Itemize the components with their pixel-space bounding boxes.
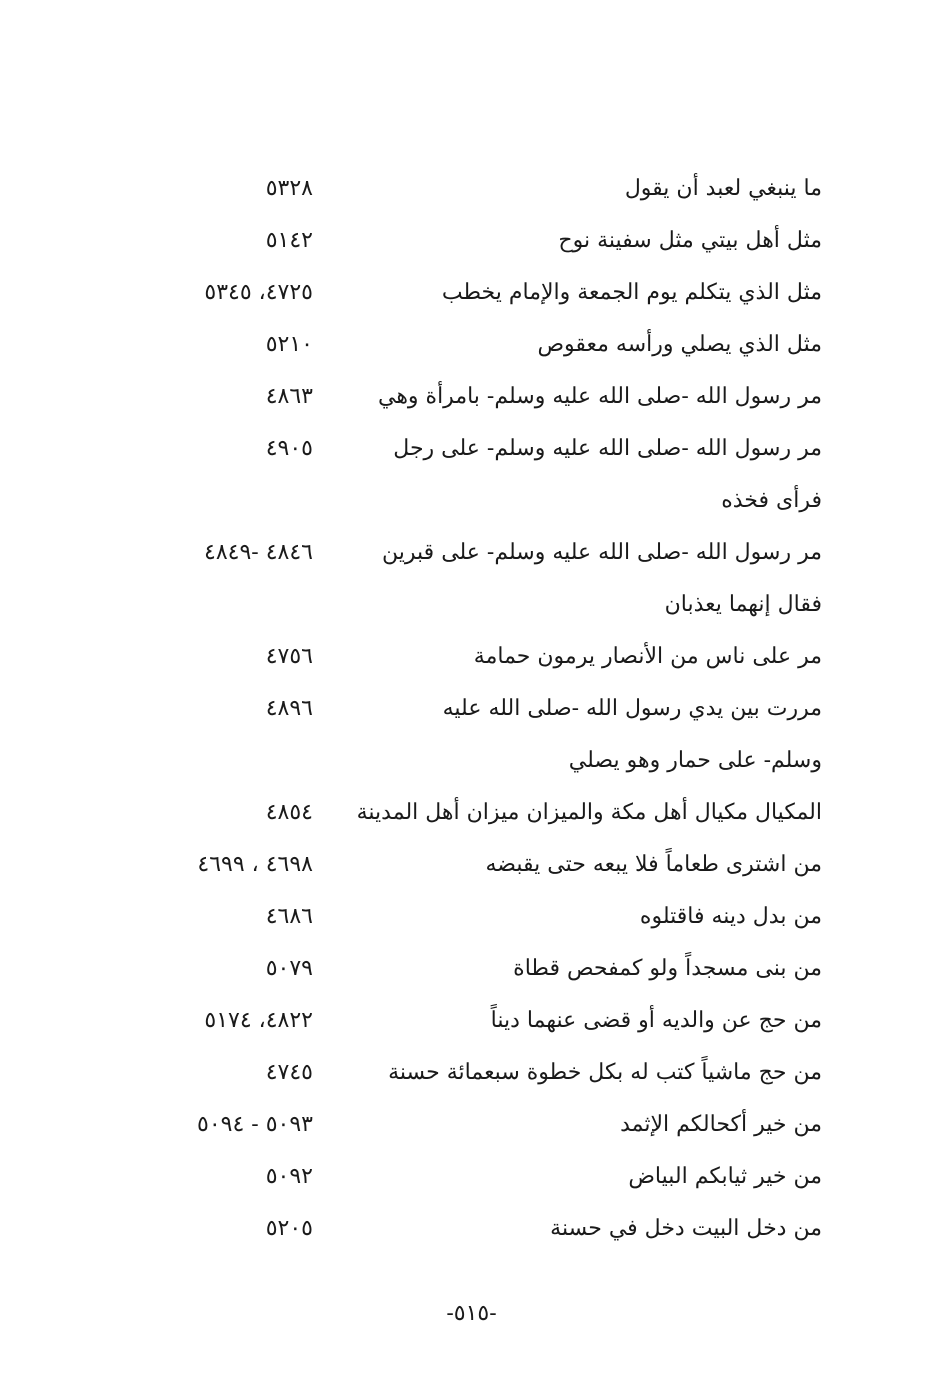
index-entry [0, 1105, 943, 1145]
index-entry [0, 897, 943, 937]
hadith-number: ٥٠٧٩ [265, 956, 313, 981]
hadith-number: ٥٢٠٥ [265, 1216, 313, 1241]
hadith-number: ٤٨٩٦ [265, 696, 313, 721]
hadith-text: مثل أهل بيتي مثل سفينة نوح [558, 228, 822, 253]
index-entry [0, 793, 943, 833]
hadith-number: ٤٨٦٣ [265, 384, 313, 409]
hadith-text: من اشترى طعاماً فلا يبعه حتى يقبضه [485, 852, 822, 877]
hadith-text: من خير أكحالكم الإثمد [620, 1112, 822, 1137]
hadith-number: ٤٧٢٥، ٥٣٤٥ [204, 280, 313, 305]
index-entry [0, 533, 943, 573]
page-number: -٥١٥- [446, 1301, 497, 1326]
index-entry [0, 273, 943, 313]
index-entry [0, 845, 943, 885]
hadith-text: مثل الذي يصلي ورأسه معقوص [537, 332, 822, 357]
index-entry [0, 429, 943, 469]
hadith-text: من حج عن والديه أو قضى عنهما ديناً [490, 1008, 822, 1033]
index-entry-continuation [0, 741, 943, 781]
hadith-number: ٤٨٥٤ [265, 800, 313, 825]
hadith-text: مررت بين يدي رسول الله -صلى الله عليه [442, 696, 822, 721]
index-entry [0, 169, 943, 209]
index-entry [0, 377, 943, 417]
index-entry [0, 1157, 943, 1197]
hadith-text: مر على ناس من الأنصار يرمون حمامة [473, 644, 822, 669]
index-entry-continuation [0, 585, 943, 625]
hadith-text: فقال إنهما يعذبان [664, 592, 822, 617]
hadith-text: من دخل البيت دخل في حسنة [550, 1216, 822, 1241]
hadith-number: ٥٣٢٨ [265, 176, 313, 201]
index-entry [0, 1209, 943, 1249]
hadith-number: ٤٨٤٦ -٤٨٤٩ [204, 540, 313, 565]
hadith-text: من حج ماشياً كتب له بكل خطوة سبعمائة حسنة [388, 1060, 822, 1085]
hadith-text: من بنى مسجداً ولو كمفحص قطاة [513, 956, 822, 981]
index-entry [0, 949, 943, 989]
hadith-number: ٥١٤٢ [265, 228, 313, 253]
hadith-text: مر رسول الله -صلى الله عليه وسلم- على قبرين [382, 540, 822, 565]
hadith-text: مر رسول الله -صلى الله عليه وسلم- على رجل [393, 436, 822, 461]
hadith-text: فرأى فخذه [721, 488, 822, 513]
index-entry [0, 689, 943, 729]
hadith-text: وسلم- على حمار وهو يصلي [568, 748, 822, 773]
index-entry [0, 221, 943, 261]
hadith-number: ٤٨٢٢، ٥١٧٤ [204, 1008, 313, 1033]
hadith-number: ٤٩٠٥ [265, 436, 313, 461]
index-entry [0, 637, 943, 677]
hadith-number: ٥٠٩٢ [265, 1164, 313, 1189]
hadith-text: مر رسول الله -صلى الله عليه وسلم- بامرأة وهي [377, 384, 822, 409]
hadith-number: ٤٦٩٨ ، ٤٦٩٩ [197, 852, 313, 877]
index-entry-continuation [0, 481, 943, 521]
hadith-text: من بدل دينه فاقتلوه [639, 904, 822, 929]
hadith-text: ما ينبغي لعبد أن يقول [624, 176, 822, 201]
hadith-number: ٤٧٥٦ [265, 644, 313, 669]
index-entry [0, 325, 943, 365]
hadith-text: المكيال مكيال أهل مكة والميزان ميزان أهل المدينة [356, 800, 822, 825]
hadith-text: مثل الذي يتكلم يوم الجمعة والإمام يخطب [441, 280, 822, 305]
index-entry [0, 1053, 943, 1093]
hadith-number: ٥٠٩٣ - ٥٠٩٤ [197, 1112, 313, 1137]
index-entry [0, 1001, 943, 1041]
hadith-text: من خير ثيابكم البياض [628, 1164, 822, 1189]
hadith-number: ٤٧٤٥ [265, 1060, 313, 1085]
hadith-number: ٤٦٨٦ [265, 904, 313, 929]
hadith-number: ٥٢١٠ [265, 332, 313, 357]
